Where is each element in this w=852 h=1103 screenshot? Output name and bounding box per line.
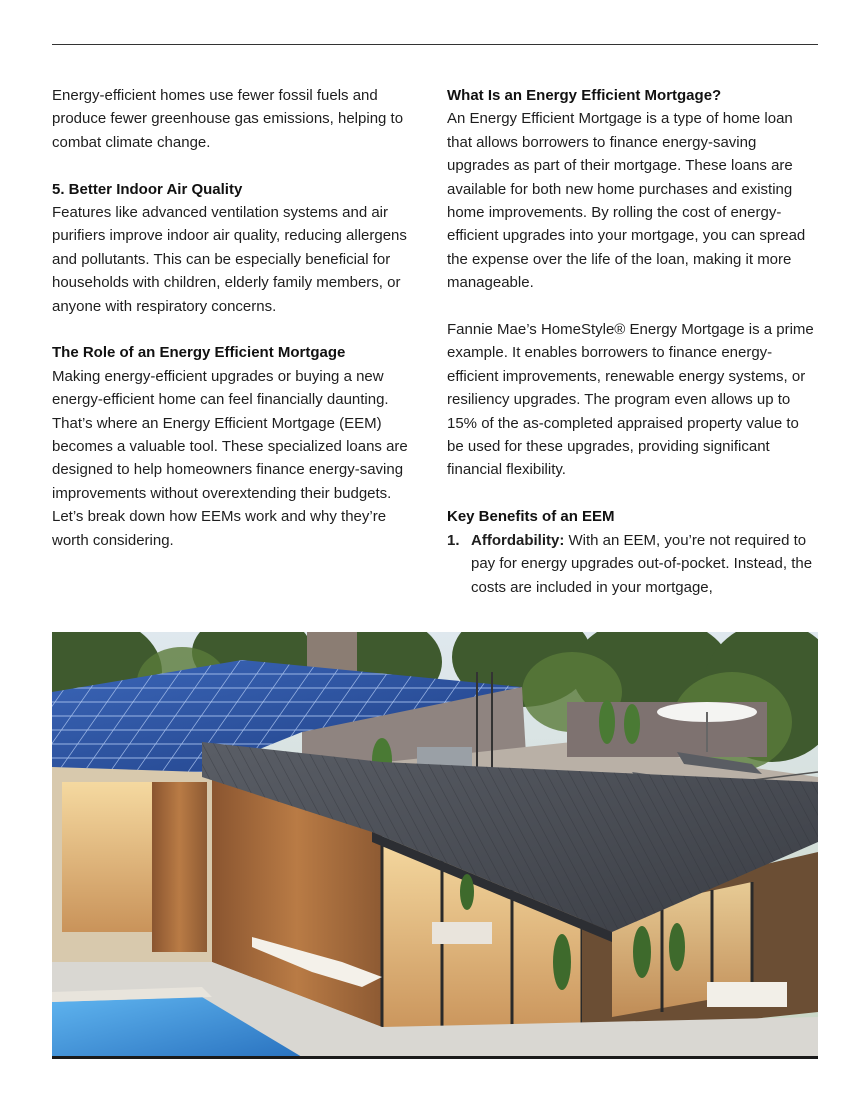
- right-column: [447, 84, 819, 599]
- fannie-mae-paragraph: Fannie Mae’s HomeStyle® Energy Mortgage is a prime example. It enables borrowers to finance energy-efficient improvements, renewable energy systems, or resiliency upgrades. The program even allows up to 15% of the as-completed appraised property value to be used for these upgrades, providing significant financial flexibility.: [447, 321, 814, 479]
- role-paragraph: Making energy-efficient upgrades or buying a new energy-efficient home can feel financially daunting. That’s where an Energy Efficient Mortgage (EEM) becomes a valuable tool. These specialized loans are designed to help homeowners finance energy-saving improvements without overextending their budgets. Let’s break down how EEMs work and why they’re worth considering.: [52, 367, 408, 549]
- bottom-divider: [52, 1056, 818, 1059]
- air-quality-heading: 5. Better Indoor Air Quality: [52, 180, 243, 198]
- house-photo: [52, 632, 818, 1057]
- benefit-item: [447, 529, 819, 599]
- benefits-list: [447, 529, 819, 599]
- benefits-heading: Key Benefits of an EEM: [447, 508, 615, 526]
- intro-paragraph: Energy-efficient homes use fewer fossil fuels and produce fewer greenhouse gas emissions, helping to combat climate change.: [52, 87, 404, 151]
- what-is-paragraph: An Energy Efficient Mortgage is a type of home loan that allows borrowers to finance energy-saving upgrades as part of their mortgage. These loans are available for both new home purchases and existing home improvements. By rolling the cost of energy-efficient upgrades into your mortgage, you can spread the expense over the life of the loan, making it more manageable.: [447, 110, 806, 292]
- modern-house-illustration: [52, 632, 818, 1057]
- role-heading: The Role of an Energy Efficient Mortgage: [52, 344, 346, 362]
- air-quality-paragraph: Features like advanced ventilation systems and air purifiers improve indoor air quality, reducing allergens and pollutants. This can be especially beneficial for households with children, elderly family members, or anyone with respiratory concerns.: [52, 204, 407, 315]
- benefit-number: 1.: [447, 531, 460, 549]
- left-column: [52, 84, 412, 575]
- what-is-heading: What Is an Energy Efficient Mortgage?: [447, 87, 722, 104]
- benefit-text: With an EEM, you’re not required to pay for energy upgrades out-of-pocket. Instead, the costs are included in your mortgage,: [471, 531, 813, 596]
- benefit-title: Affordability:: [471, 531, 565, 549]
- top-divider: [52, 44, 818, 45]
